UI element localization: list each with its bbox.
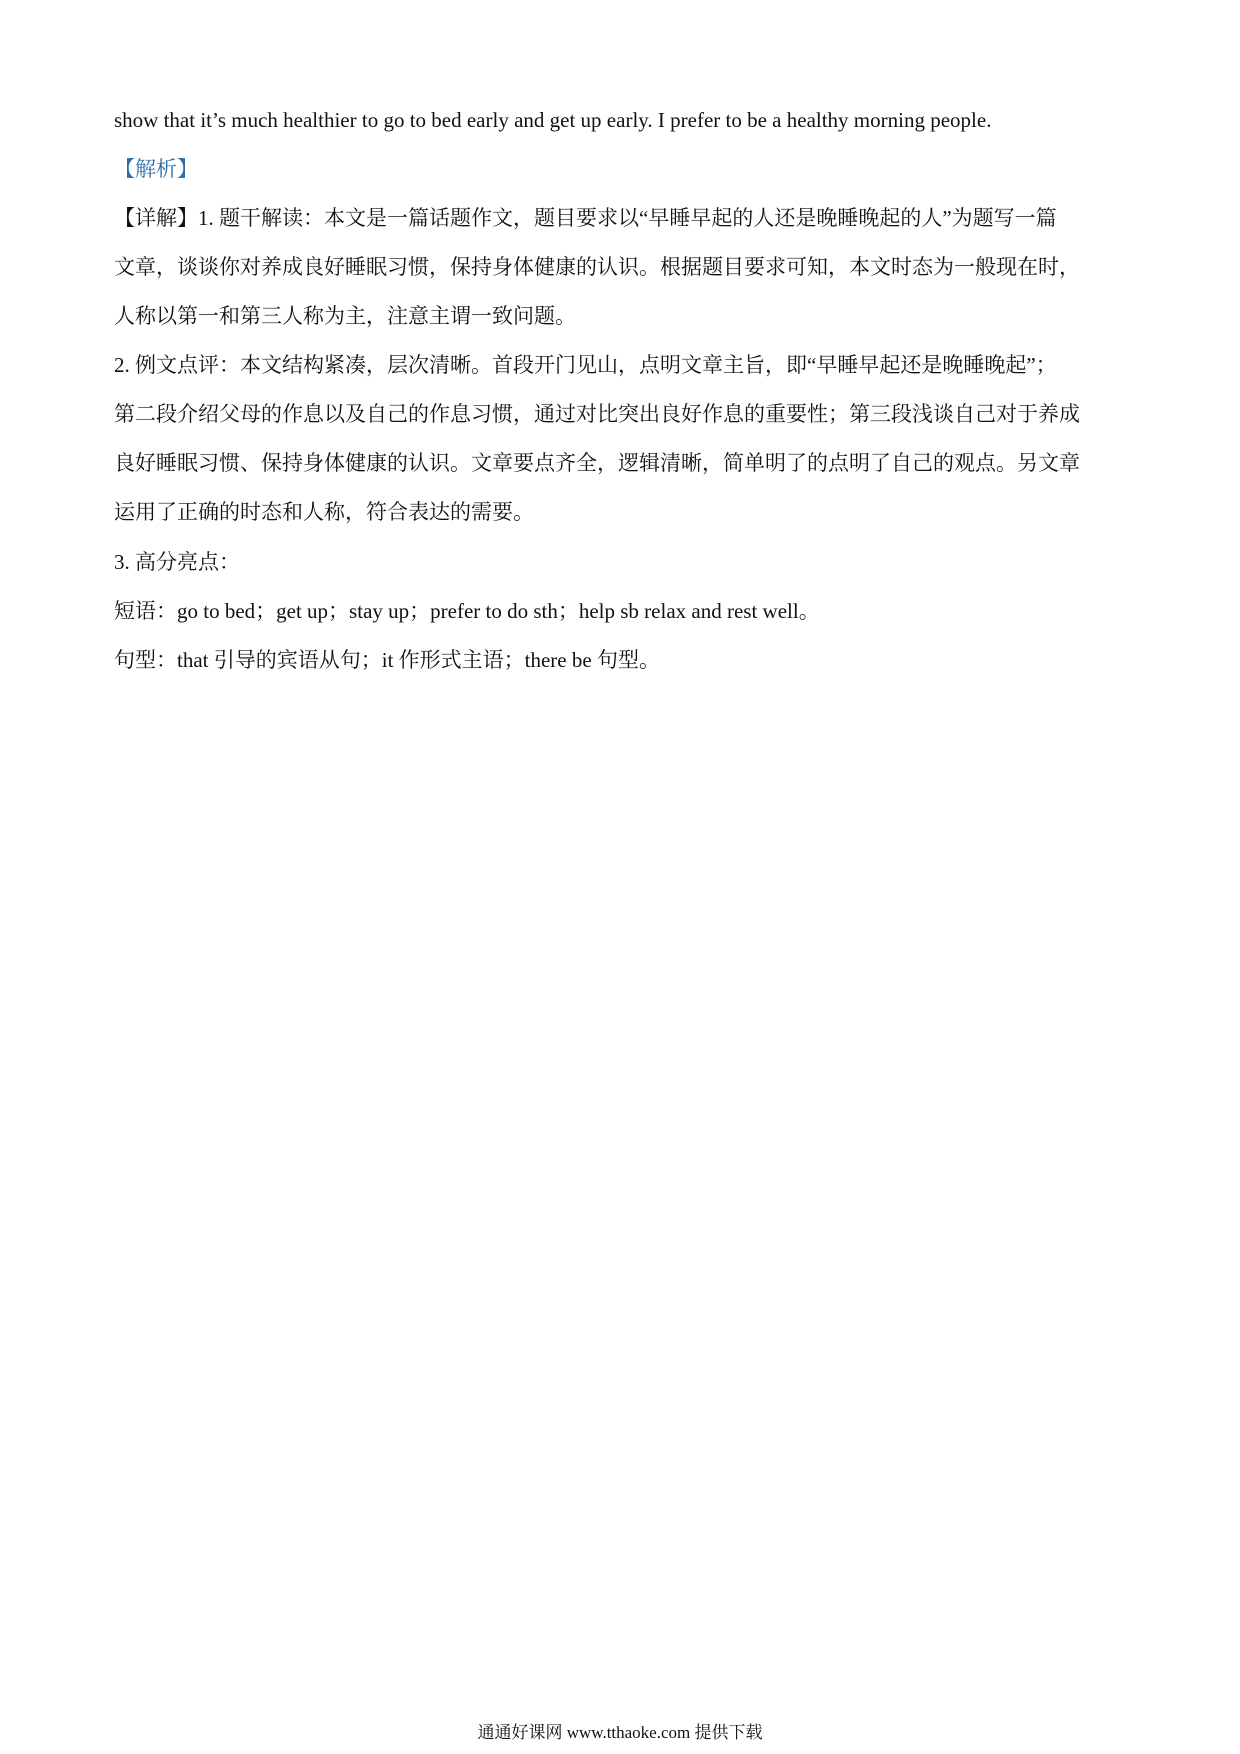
review-paragraph-line-4: 运用了正确的时态和人称，符合表达的需要。 [114,500,534,524]
analysis-heading: 【解析】 [114,157,198,181]
detail-paragraph-line-3: 人称以第一和第三人称为主，注意主谓一致问题。 [114,304,576,328]
phrases-line: 短语：go to bed；get up；stay up；prefer to do sth；help sb relax and rest well。 [114,599,820,623]
review-paragraph-line-2: 第二段介绍父母的作息以及自己的作息习惯，通过对比突出良好作息的重要性；第三段浅谈自己对于养成 [114,402,1080,426]
highlights-heading: 3. 高分亮点： [114,550,240,574]
essay-last-line: show that it’s much healthier to go to bed early and get up early. I prefer to be a healthy morning people. [114,108,992,132]
review-paragraph-line-3: 良好睡眠习惯、保持身体健康的认识。文章要点齐全，逻辑清晰，简单明了的点明了自己的观点。另文章 [114,451,1080,475]
sentence-patterns-line: 句型：that 引导的宾语从句；it 作形式主语；there be 句型。 [114,648,660,672]
detail-paragraph-line-1: 【详解】1. 题干解读：本文是一篇话题作文，题目要求以“早睡早起的人还是晚睡晚起的人”为题写一篇 [114,206,1057,230]
page-footer: 通通好课网 www.tthaoke.com 提供下载 [477,1723,763,1742]
detail-paragraph-line-2: 文章，谈谈你对养成良好睡眠习惯，保持身体健康的认识。根据题目要求可知，本文时态为一般现在时， [114,255,1080,279]
review-paragraph-line-1: 2. 例文点评：本文结构紧凑，层次清晰。首段开门见山，点明文章主旨，即“早睡早起还是晚睡晚起”； [114,353,1057,377]
